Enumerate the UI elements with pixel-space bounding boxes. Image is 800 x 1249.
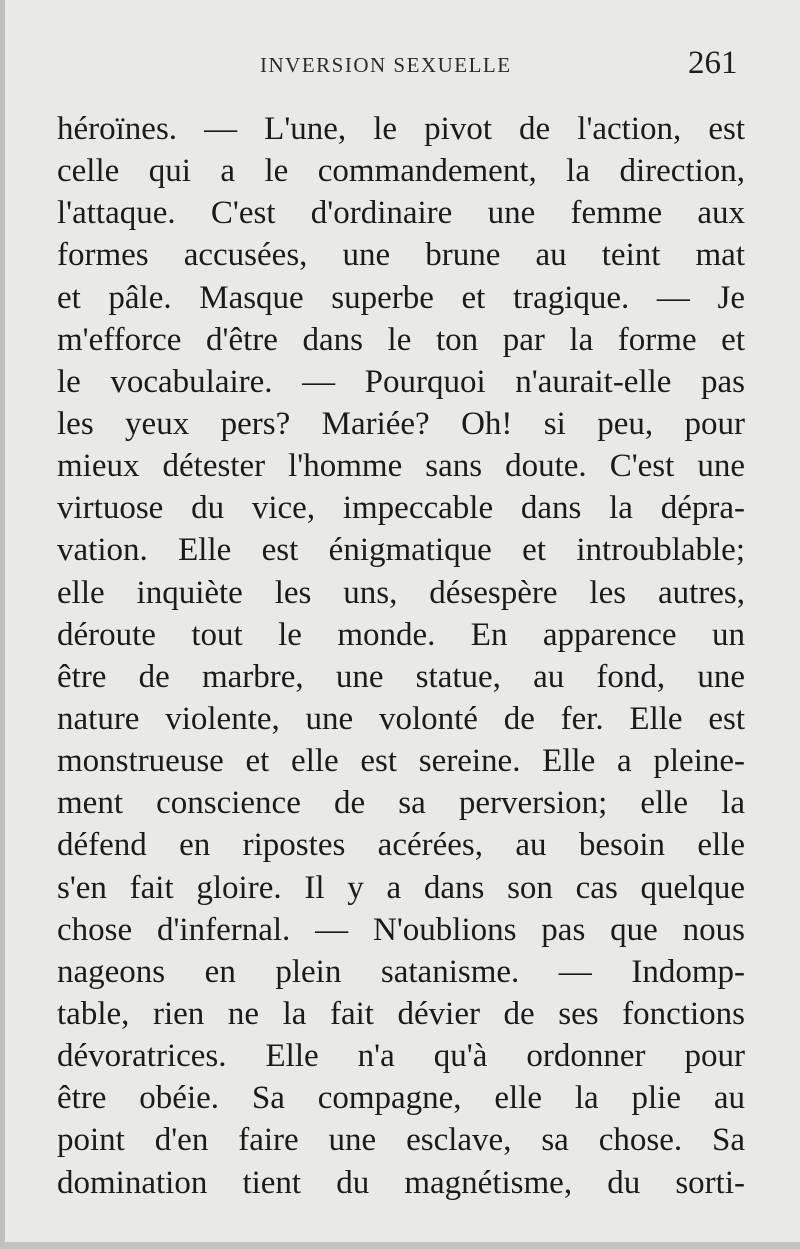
text-line: les yeux pers? Mariée? Oh! si peu, pour — [57, 405, 745, 442]
text-line: l'attaque. C'est d'ordinaire une femme aux — [57, 195, 745, 232]
text-line: dévoratrices. Elle n'a qu'à ordonner pour — [57, 1038, 745, 1075]
text-line: chose d'infernal. — N'oublions pas que nous — [57, 911, 745, 948]
text-line: défend en ripostes acérées, au besoin elle — [57, 827, 745, 864]
text-line: mieux détester l'homme sans doute. C'est une — [57, 448, 745, 485]
text-line: s'en fait gloire. Il y a dans son cas quelque — [57, 869, 745, 906]
text-line: table, rien ne la fait dévier de ses fonctions — [57, 995, 745, 1032]
text-line: et pâle. Masque superbe et tragique. — Je — [57, 279, 745, 316]
text-line: ment conscience de sa perversion; elle la — [57, 785, 745, 822]
body-text — [57, 108, 745, 1204]
running-head — [5, 47, 800, 87]
page-number: 261 — [688, 45, 738, 81]
text-line: être obéie. Sa compagne, elle la plie au — [57, 1080, 745, 1117]
text-line: héroïnes. — L'une, le pivot de l'action, est — [57, 111, 745, 147]
text-line: déroute tout le monde. En apparence un — [57, 616, 745, 653]
text-line: formes accusées, une brune au teint mat — [57, 237, 745, 274]
text-line: monstrueuse et elle est sereine. Elle a pleine- — [57, 743, 745, 780]
text-line: nature violente, une volonté de fer. Elle est — [57, 700, 745, 737]
text-line: nageons en plein satanisme. — Indomp- — [57, 953, 745, 990]
text-line: m'efforce d'être dans le ton par la forme et — [57, 321, 745, 358]
running-title: INVERSION SEXUELLE — [260, 53, 512, 77]
text-line: domination tient du magnétisme, du sorti- — [57, 1164, 745, 1201]
text-line: celle qui a le commandement, la direction, — [57, 153, 745, 190]
text-line: virtuose du vice, impeccable dans la dépra- — [57, 490, 745, 527]
text-line: le vocabulaire. — Pourquoi n'aurait-elle pas — [57, 363, 745, 400]
text-line: point d'en faire une esclave, sa chose. Sa — [57, 1122, 745, 1159]
text-line: être de marbre, une statue, au fond, une — [57, 658, 745, 695]
text-line: vation. Elle est énigmatique et introublable; — [57, 532, 745, 569]
text-line: elle inquiète les uns, désespère les autres, — [57, 574, 745, 611]
